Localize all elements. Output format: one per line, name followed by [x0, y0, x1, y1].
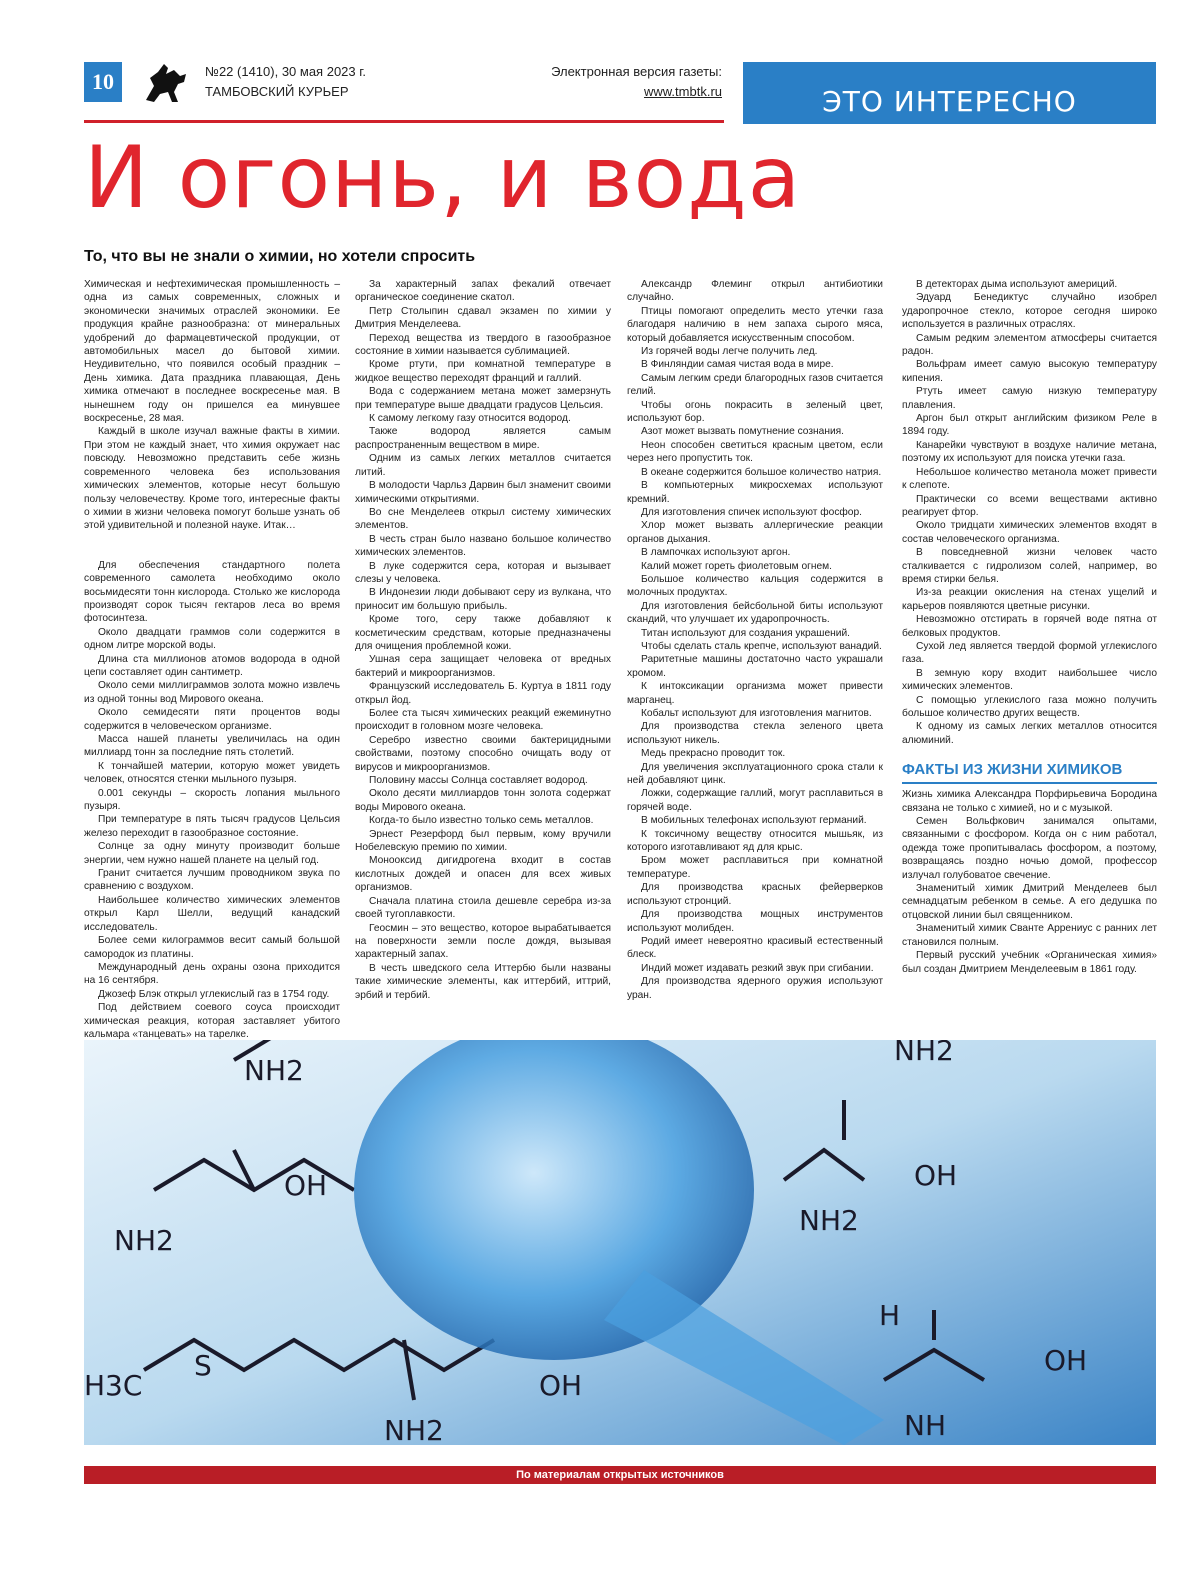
paragraph: Сухой лед является твердой формой углекислого газа. — [902, 640, 1157, 666]
paragraph: В честь стран было названо большое количество химических элементов. — [355, 533, 611, 559]
paragraph: Французский исследователь Б. Куртуа в 1811 году открыл йод. — [355, 681, 611, 706]
text-column-3 — [627, 278, 883, 1002]
paragraph: В детекторах дыма используют америций. — [916, 279, 1118, 290]
formula-label: OH — [539, 1369, 583, 1402]
issue-number: №22 (1410), 30 мая 2023 г. — [205, 64, 367, 79]
paragraph: Калий может гореть фиолетовым огнем. — [641, 560, 832, 572]
paragraph: В океане содержится большое количество натрия. — [641, 466, 882, 478]
text-column-2 — [355, 278, 611, 1002]
paragraph: Невозможно отстирать в горячей воде пятна от белковых продуктов. — [902, 614, 1157, 639]
paragraph: Ушная сера защищает человека от вредных бактерий и микроорганизмов. — [355, 654, 611, 679]
paragraph: Хлор может вызвать аллергические реакции органов дыхания. — [627, 520, 883, 545]
paragraph: Около тридцати химических элементов входят в состав человеческого организма. — [902, 520, 1157, 545]
paragraph: В компьютерных микросхемах используют кремний. — [627, 480, 883, 505]
formula-label: H — [879, 1299, 901, 1332]
paragraph: Около семи миллиграммов золота можно извлечь из одной тонны вод Мирового океана. — [84, 680, 340, 705]
formula-label: H3C — [84, 1369, 143, 1402]
paragraph: Каждый в школе изучал важные факты в химии. При этом не каждый знает, что химия окружает нас повсюду. Невозможно представить себе жизнь современного человека без использования химических элементов, которые несут большую пользу человечеству. Кроме того, интересные факты о химии в жизни человека помогут больше узнать об этой удивительной и полезной науке. Итак… — [84, 426, 340, 532]
paragraph: Для производства ядерного оружия используют уран. — [627, 976, 883, 1001]
paragraph: Неон способен светиться красным цветом, если через него пропустить ток. — [627, 439, 883, 465]
paragraph: Во сне Менделеев открыл систему химических элементов. — [355, 506, 611, 532]
paragraph: Для увеличения эксплуатационного срока стали к ней добавляют цинк. — [627, 761, 883, 787]
formula-label: NH2 — [384, 1414, 444, 1445]
paragraph: Птицы помогают определить место утечки газа благодаря наличию в нем запаха сырого мяса, который добавляется искусственным способом. — [627, 305, 883, 344]
paragraph: Кроме ртути, при комнатной температуре в жидкое вещество переходят франций и галлий. — [355, 359, 611, 384]
formula-label: NH — [904, 1409, 946, 1442]
paragraph: В Индонезии люди добывают серу из вулкана, что приносит им большую прибыль. — [355, 587, 611, 612]
paragraph: Серебро известно своими бактерицидными свойствами, поэтому способно очищать воду от вирусов и микроорганизмов. — [355, 734, 611, 773]
paragraph: Небольшое количество метанола может привести к слепоте. — [902, 466, 1157, 492]
text-column-1 — [84, 278, 340, 1041]
paragraph: Знаменитый химик Дмитрий Менделеев был семнадцатым ребенком в семье. А его дедушка по отцовской линии был священником. — [902, 883, 1157, 921]
paragraph: Родий имеет невероятно красивый естественный блеск. — [627, 935, 883, 961]
article-subtitle: То, что вы не знали о химии, но хотели спросить — [84, 248, 476, 265]
paragraph: Индий может издавать резкий звук при сгибании. — [641, 962, 874, 974]
paragraph: Эрнест Резерфорд был первым, кому вручили Нобелевскую премию по химии. — [355, 828, 611, 854]
paragraph: Ртуть имеет самую низкую температуру плавления. — [902, 386, 1157, 411]
paragraph: Наибольшее количество химических элементов открыл Карл Шелли, ведущий канадский исследователь. — [84, 894, 340, 933]
paragraph: Около десяти миллиардов тонн золота содержат воды Мирового океана. — [355, 788, 611, 813]
horseman-logo-icon — [140, 56, 192, 108]
paragraph: Химическая и нефтехимическая промышленность – одна из самых современных, сложных и экономически значимых отраслей экономики. Ее продукция крайне разнообразна: от минеральных удобрений до фармацевтической продукции, от автомобильных масел до бытовой химии. Неудивительно, что появился особый праздник – День химика. Дата праздника плавающая, День химика отмечают в последнее воскресенье мая. В нынешнем году он пришелся еа минувшее воскресенье, 28 мая. — [84, 279, 340, 425]
paragraph: В Финляндии самая чистая вода в мире. — [641, 359, 834, 371]
paragraph: В честь шведского села Иттербю были названы такие химические элементы, как иттербий, иттрий, эрбий и тербий. — [355, 962, 611, 1001]
paragraph: Сначала платина стоила дешевле серебра из-за своей тугоплавкости. — [355, 895, 611, 921]
paragraph: Более ста тысяч химических реакций ежеминутно происходит в головном мозге человека. — [355, 708, 611, 733]
electronic-version — [551, 62, 722, 102]
formula-label: OH — [1044, 1344, 1088, 1377]
paragraph: К тончайшей материи, которую может увидеть человек, относятся стенки мыльного пузыря. — [84, 760, 340, 786]
paragraph: Более семи килограммов весит самый большой самородок из платины. — [84, 935, 340, 960]
paragraph: Кобальт используют для изготовления магнитов. — [641, 708, 872, 719]
text-column-4 — [902, 278, 1157, 976]
paragraph: Медь прекрасно проводит ток. — [641, 748, 786, 760]
paragraph: Бром может расплавиться при комнатной температуре. — [627, 855, 883, 880]
formula-label: S — [194, 1349, 212, 1382]
paragraph: Чтобы огонь покрасить в зеленый цвет, используют бор. — [627, 399, 883, 425]
paragraph: Кроме того, серу также добавляют к косметическим средствам, которые предназначены для очищения проблемной кожи. — [355, 614, 611, 652]
paragraph: В земную кору входит наибольшее число химических элементов. — [902, 667, 1157, 693]
paragraph: Раритетные машины достаточно часто украшали хромом. — [627, 654, 883, 679]
site-link[interactable]: www.tmbtk.ru — [643, 84, 722, 99]
paragraph: Также водород является самым распространенным веществом в мире. — [355, 426, 611, 451]
paragraph: К самому легкому газу относится водород. — [369, 413, 571, 425]
paragraph: Когда-то было известно только семь металлов. — [369, 815, 594, 827]
formula-label: OH — [284, 1169, 328, 1202]
paragraph: Одним из самых легких металлов считается литий. — [355, 453, 611, 478]
paragraph: В повседневной жизни человек часто сталкивается с гидролизом солей, например, во время стирки белья. — [902, 547, 1157, 585]
paragraph: Джозеф Блэк открыл углекислый газ в 1754 году. — [98, 988, 330, 1000]
paragraph: Монооксид дигидрогена входит в состав кислотных дождей и опасен для всех живых организмов. — [355, 855, 611, 894]
paragraph: Из горячей воды легче получить лед. — [641, 346, 818, 358]
paragraph: Переход вещества из твердого в газообразное состояние в химии называется сублимацией. — [355, 332, 611, 358]
paragraph: Жизнь химика Александра Порфирьевича Бородина связана не только с химией, но и с музыкой. — [902, 789, 1157, 814]
paragraph: Гранит считается лучшим проводником звука по сравнению с воздухом. — [84, 868, 340, 893]
facts-subheading: ФАКТЫ ИЗ ЖИЗНИ ХИМИКОВ — [902, 761, 1157, 784]
formula-label: NH2 — [894, 1040, 954, 1067]
paragraph: Вода с содержанием метана может замерзнуть при температуре выше двадцати градусов Цельсия. — [355, 386, 611, 411]
paragraph: В молодости Чарльз Дарвин был знаменит своими химическими открытиями. — [355, 480, 611, 505]
paragraph: Эдуард Бенедиктус случайно изобрел ударопрочное стекло, которое сегодня широко используется в различных отраслях. — [902, 292, 1157, 331]
paragraph: Половину массы Солнца составляет водород. — [369, 775, 588, 787]
paragraph: Самым редким элементом атмосферы считается радон. — [902, 332, 1157, 358]
formula-label: NH2 — [114, 1224, 174, 1257]
paragraph: Под действием соевого соуса происходит химическая реакция, которая заставляет убитого кальмара «танцевать» на тарелке. — [84, 1002, 340, 1040]
article-title: И огонь, и вода — [84, 128, 802, 228]
paragraph: Геосмин – это вещество, которое вырабатывается на поверхности земли после дождя, вызывая характерный запах. — [355, 922, 611, 961]
paragraph: Александр Флеминг открыл антибиотики случайно. — [627, 279, 883, 304]
paragraph: Аргон был открыт английским физиком Реле в 1894 году. — [902, 413, 1157, 438]
paragraph: К токсичному веществу относится мышьяк, из которого изготавливают яд для крыс. — [627, 828, 883, 854]
paragraph: Практически со всеми веществами активно реагирует фтор. — [902, 493, 1157, 518]
newspaper-name: ТАМБОВСКИЙ КУРЬЕР — [205, 84, 349, 99]
paragraph: Из-за реакции окисления на стенах ущелий и карьеров появляются цветные рисунки. — [902, 587, 1157, 612]
paragraph: Семен Вольфкович занимался опытами, связанными с фосфором. Когда он с ним работал, одежда тоже пропитывалась фосфором, а поэтому, возвращаясь поздно ночью домой, профессор излучал голубоватое свечение. — [902, 816, 1157, 881]
paragraph: Азот может вызвать помутнение сознания. — [641, 426, 844, 438]
paragraph: В луке содержится сера, которая и вызывает слезы у человека. — [355, 560, 611, 585]
electronic-label: Электронная версия газеты: — [551, 64, 722, 79]
page-number: 10 — [84, 62, 122, 102]
paragraph: С помощью углекислого газа можно получить большое количество других веществ. — [902, 694, 1157, 719]
rubric-banner — [743, 62, 1156, 124]
paragraph: Международный день охраны озона приходится на 16 сентября. — [84, 961, 340, 987]
chemistry-flask-photo — [84, 1040, 1156, 1445]
header-divider — [84, 120, 724, 123]
paragraph: Для производства стекла зеленого цвета используют никель. — [627, 721, 883, 746]
paragraph: Для изготовления спичек используют фосфор. — [641, 506, 862, 518]
paragraph: Около семидесяти пяти процентов воды содержится в человеческом организме. — [84, 707, 340, 732]
paragraph: Масса нашей планеты увеличилась на один миллиард тонн за последние пять столетий. — [84, 734, 340, 759]
paragraph: В мобильных телефонах используют германий. — [641, 815, 867, 827]
rubric-label: ЭТО ИНТЕРЕСНО — [822, 85, 1077, 118]
paragraph: Первый русский учебник «Органическая химия» был создан Дмитрием Менделеевым в 1861 году. — [902, 950, 1157, 975]
paragraph: Для производства мощных инструментов используют молибден. — [627, 909, 883, 934]
paragraph: При температуре в пять тысяч градусов Цельсия железо переходит в газообразное состояние. — [84, 814, 340, 839]
paragraph: Знаменитый химик Сванте Аррениус с ранних лет становился полным. — [902, 923, 1157, 948]
paragraph: Вольфрам имеет самую высокую температуру кипения. — [902, 359, 1157, 384]
paragraph: Ложки, содержащие галлий, могут расплавиться в горячей воде. — [627, 788, 883, 813]
paragraph: Для обеспечения стандартного полета современного самолета необходимо около восьмидесяти тонн кислорода. Столько же кислорода производят сорок тысяч гектаров леса во время фотосинтеза. — [84, 559, 340, 625]
paragraph: Самым легким среди благородных газов считается гелий. — [627, 372, 883, 398]
paragraph: Для изготовления бейсбольной биты используют скандий, что улучшает их ударопрочность. — [627, 600, 883, 626]
paragraph: Около двадцати граммов соли содержится в одном литре морской воды. — [84, 626, 340, 652]
paragraph: Титан используют для создания украшений. — [641, 627, 850, 639]
paragraph: Для производства красных фейерверков используют стронций. — [627, 882, 883, 907]
paragraph: Петр Столыпин сдавал экзамен по химии у Дмитрия Менделеева. — [355, 305, 611, 331]
paragraph: Чтобы сделать сталь крепче, используют ванадий. — [641, 640, 882, 652]
source-footer: По материалам открытых источников — [84, 1466, 1156, 1484]
paragraph: 0.001 секунды – скорость лопания мыльного пузыря. — [84, 787, 340, 813]
paragraph: Большое количество кальция содержится в молочных продуктах. — [627, 573, 883, 599]
paragraph: За характерный запах фекалий отвечает органическое соединение скатол. — [355, 279, 611, 304]
issue-info — [205, 62, 366, 102]
paragraph: Канарейки чувствуют в воздухе наличие метана, поэтому их используют для поиска утечки газа. — [902, 439, 1157, 465]
formula-label: OH — [914, 1159, 958, 1192]
formula-label: NH2 — [244, 1054, 304, 1087]
paragraph: К одному из самых легких металлов относится алюминий. — [902, 721, 1157, 746]
paragraph: Солнце за одну минуту производит больше энергии, чем нужно нашей планете на целый год. — [84, 841, 340, 866]
formula-label: NH2 — [799, 1204, 859, 1237]
paragraph: К интоксикации организма может привести марганец. — [627, 681, 883, 706]
paragraph: В лампочках используют аргон. — [641, 547, 791, 559]
paragraph: Длина ста миллионов атомов водорода в одной цепи составляет один сантиметр. — [84, 653, 340, 678]
